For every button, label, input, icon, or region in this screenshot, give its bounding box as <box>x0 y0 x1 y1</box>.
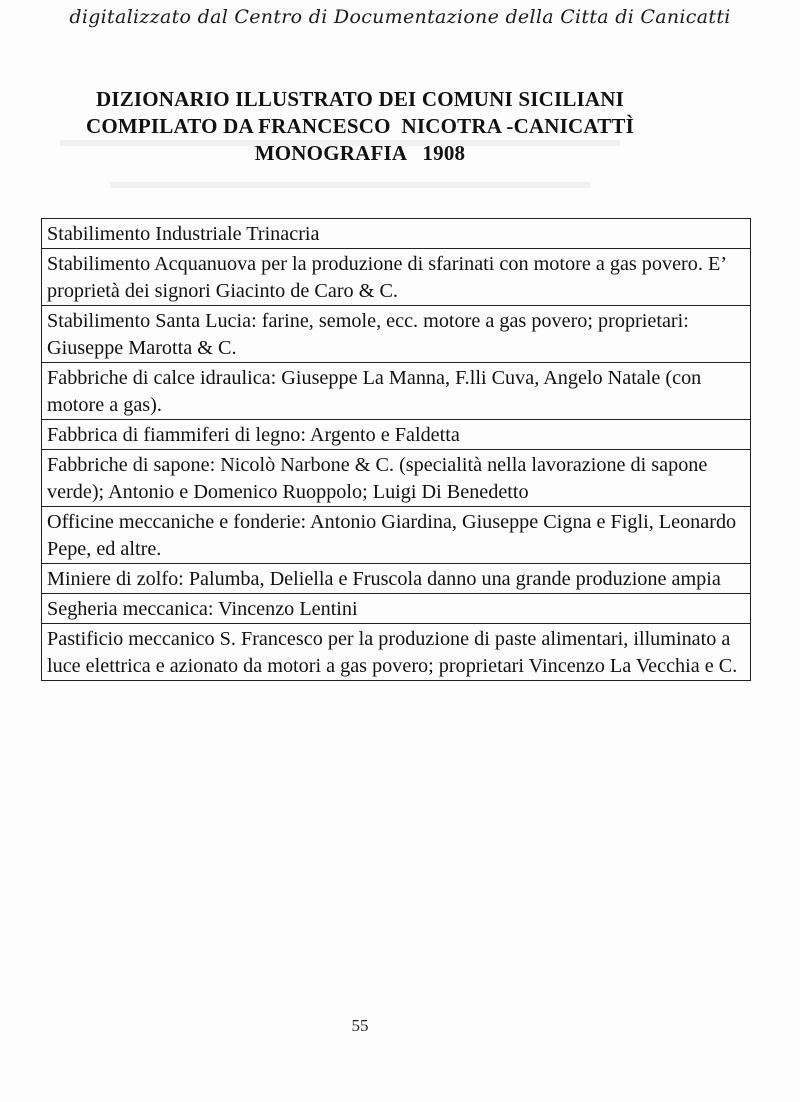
table-row <box>42 594 751 624</box>
table-row <box>42 306 751 363</box>
table-cell: Pastificio meccanico S. Francesco per la produzione di paste alimentari, illuminato a luce elettrica e azionato da motori a gas povero; proprietari Vincenzo La Vecchia e C. <box>42 624 751 681</box>
table-cell: Miniere di zolfo: Palumba, Deliella e Fruscola danno una grande produzione ampia <box>42 564 751 594</box>
document-title <box>0 86 720 167</box>
table-cell: Officine meccaniche e fonderie: Antonio Giardina, Giuseppe Cigna e Figli, Leonardo Pepe, ed altre. <box>42 507 751 564</box>
title-line-2: COMPILATO DA FRANCESCO NICOTRA -CANICATTÌ <box>85 114 635 138</box>
page-number: 55 <box>351 1016 369 1035</box>
table-row <box>42 507 751 564</box>
industries-table <box>41 218 751 681</box>
table-row <box>42 564 751 594</box>
table-row <box>42 249 751 306</box>
digitization-watermark: digitalizzato dal Centro di Documentazione della Citta di Canicatti <box>69 6 731 28</box>
table-cell: Fabbrica di fiammiferi di legno: Argento e Faldetta <box>42 420 751 450</box>
bleed-through-mark <box>110 182 590 188</box>
table-row <box>42 363 751 420</box>
table-row <box>42 219 751 249</box>
table-cell: Stabilimento Acquanuova per la produzione di sfarinati con motore a gas povero. E’ proprietà dei signori Giacinto de Caro & C. <box>42 249 751 306</box>
table-row <box>42 420 751 450</box>
table-cell: Fabbriche di sapone: Nicolò Narbone & C. (specialità nella lavorazione di sapone verde); Antonio e Domenico Ruoppolo; Luigi Di Benedetto <box>42 450 751 507</box>
table-cell: Stabilimento Santa Lucia: farine, semole, ecc. motore a gas povero; proprietari: Giuseppe Marotta & C. <box>42 306 751 363</box>
table-row <box>42 624 751 681</box>
title-line-3: MONOGRAFIA 1908 <box>254 141 466 165</box>
table-cell: Stabilimento Industriale Trinacria <box>42 219 751 249</box>
title-line-1: DIZIONARIO ILLUSTRATO DEI COMUNI SICILIANI <box>95 87 625 111</box>
industries-table-body <box>42 219 751 681</box>
table-row <box>42 450 751 507</box>
table-cell: Segheria meccanica: Vincenzo Lentini <box>42 594 751 624</box>
table-cell: Fabbriche di calce idraulica: Giuseppe La Manna, F.lli Cuva, Angelo Natale (con motore a gas). <box>42 363 751 420</box>
